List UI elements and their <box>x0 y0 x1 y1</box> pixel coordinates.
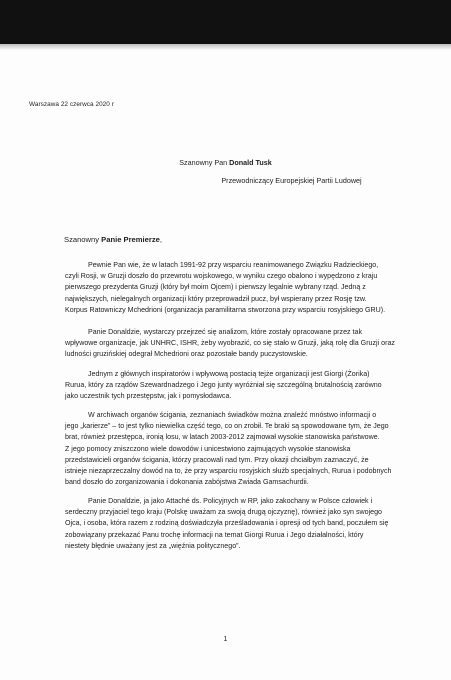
paragraph-line: Ojca, i osoba, która razem z rodziną doświadczyła prześladowania i opresji od tych band, poczułem się <box>65 519 389 528</box>
paragraph-line: niestety błędnie uważany jest za „więźnia politycznego”. <box>65 541 241 550</box>
paragraph-line: pierwszego prezydenta Gruzji (który był moim Ojcem) i pierwszy legalnie wybrany rząd. Jedną z <box>65 283 366 292</box>
greeting-prefix: Szanowny <box>64 235 100 244</box>
paragraph-line: Panie Donaldzie, wystarczy przejrzeć się analizom, które zostały opracowane przez tak <box>88 328 363 336</box>
paragraph-line: W archiwach organów ścigania, zeznaniach świadków można znaleźć mnóstwo informacji o <box>88 411 377 419</box>
paragraph-1 <box>65 260 398 316</box>
letter-date: Warszawa 22 czerwca 2020 r <box>29 101 114 108</box>
paragraph-line: Z jego pomocy zniszczono wiele dowodów i unicestwiono zajmujących wysokie stanowiska <box>65 444 351 453</box>
paragraph-line: czyli Rosji, w Gruzji doszło do przewrotu wojskowego, w wyniku czego obalono i wypędzono z kraju <box>65 272 378 281</box>
scan-shadow <box>0 44 451 50</box>
paragraph-line: band doszło do zorganizowania i dokonania zabójstwa Zwiada Gamsachurdii. <box>65 478 309 487</box>
recipient-line <box>0 158 451 167</box>
paragraph-line: Korpus Ratowniczy Mchedrioni (organizacja paramilitarna stworzona przy wsparciu rosyjskiego GRU). <box>65 305 386 314</box>
paragraph-4 <box>65 410 398 488</box>
paragraph-line: brat, również przestępca, ironią losu, w latach 2003-2012 zajmował wysokie stanowiska państwowe. <box>65 433 380 442</box>
paragraph-line: przedstawicieli organów ścigania, którzy pracowali nad tym. Przy okazji chciałbym zaznaczyć, że <box>65 455 369 464</box>
paragraph-line: jego „karierze” – to jest tylko niewielka część tego, co on zrobił. Te braki są spowodowane tym, że Jego <box>65 422 389 431</box>
paragraph-line: Jednym z głównych inspiratorów i wpływową postacią tejże organizacji jest Giorgi (Żorika) <box>88 370 370 378</box>
paragraph-line: wpływowe organizacje, jak UNHRC, ISHR, żeby wyobrazić, co się stało w Gruzji, jaką rolę dla Gruzji oraz <box>65 339 395 348</box>
paragraph-line: serdeczny przyjaciel tego kraju (Polskę uważam za swoją drugą ojczyznę), również jako syn swojego <box>65 508 382 517</box>
scan-top-border <box>0 0 451 44</box>
greeting <box>64 235 162 244</box>
paragraph-line: ludności gruzińskiej odegrał Mchedrioni oraz pozostałe bandy puczystowskie. <box>65 350 308 359</box>
page-number: 1 <box>223 636 228 643</box>
paragraph-line: Rurua, który za rządów Szewardnadzego i Jego junty wyróżniał się szczególną brutalnością zarówno <box>65 381 382 390</box>
recipient-name: Donald Tusk <box>229 158 272 167</box>
paragraph-line: istnieje niezaprzeczalny dowód na to, że przy wsparciu rosyjskich służb specjalnych, Rurua i podobnych <box>65 467 392 476</box>
recipient-salutation: Szanowny Pan <box>179 158 228 167</box>
paragraph-line: zobowiązany przekazać Panu trochę informacji na temat Giorgi Rurua i Jego działalności, który <box>65 530 364 539</box>
paragraph-line: Panie Donaldzie, ja jako Attaché ds. Policyjnych w RP, jako zakochany w Polsce człowiek i <box>88 497 373 505</box>
paragraph-line: największych, nielegalnych organizacji który przeprowadził pucz, był wspierany przez Rosję tzw. <box>65 294 367 303</box>
recipient-title: Przewodniczący Europejskiej Partii Ludowej <box>221 176 362 185</box>
paragraph-line: jako uczestnik tych przestępstw, jak i pomysłodawca. <box>65 392 232 401</box>
greeting-emphasis: Panie Premierze <box>101 235 160 244</box>
paragraph-line: Pewnie Pan wie, że w latach 1991-92 przy wsparciu reanimowanego Związku Radzieckiego, <box>88 261 379 269</box>
paragraph-2 <box>65 327 398 361</box>
greeting-suffix: , <box>159 235 162 244</box>
paragraph-5 <box>65 496 398 552</box>
paragraph-3 <box>65 369 398 403</box>
